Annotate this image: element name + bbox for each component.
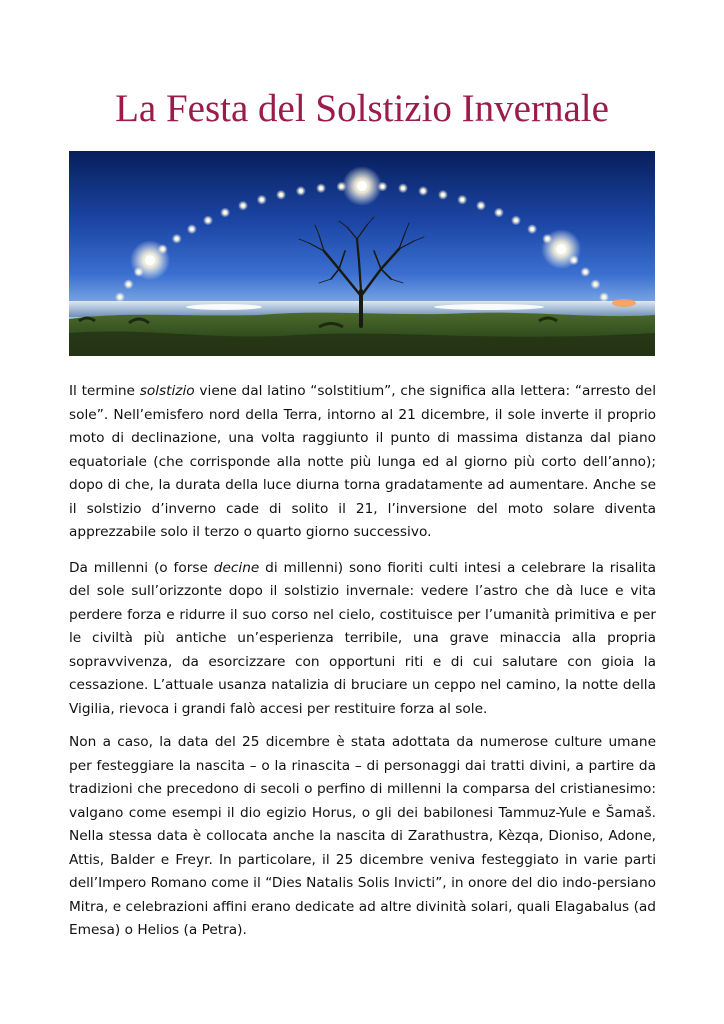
paragraph-text: di millenni) sono fioriti culti intesi a celebrare la risalita del sole sull’orizzonte dopo il solstizio invernale: vedere l’astro che dà luce e vita perdere forza e ridurre il suo corso nel cielo, costituisce per l’umanità primitiva e per le civiltà più antiche un’esperienza terribile, una grave minaccia alla propria sopravvivenza, da esorcizzare con opportuni riti e di cui salutare con gioia la cessazione. L’attuale usanza natalizia di bruciare un ceppo nel camino, la notte della Vigilia, rievoca i grandi falò accesi per restituire forza al sole. (69, 559, 657, 717)
sun-dot (584, 270, 588, 274)
solstice-photo-graphic (69, 151, 655, 356)
sun-icon (357, 181, 367, 191)
sun-dot (460, 198, 464, 202)
paragraph-text: Da millenni (o forse (69, 559, 214, 576)
paragraph-text: Non a caso, la data del 25 dicembre è stata adottata da numerose culture umane per festeggiare la nascita – o la rinascita – di personaggi dai tratti divini, a partire da tradizioni che precedono di secoli o perfino di millenni la comparsa del cristianesimo: valgano come esempi il dio egizio Horus, o gli dei babilonesi Tammuz-Yule e Šamaš. Nella stessa data è collocata anche la nascita di Zarathustra, Kèzqa, Dioniso, Adone, Attis, Balder e Freyr. In particolare, il 25 dicembre veniva festeggiato in varie parti dell’Impero Romano come il “Dies Natalis Solis Invicti”, in onore del dio indo-persiano Mitra, e celebrazioni affini erano dedicate ad altre divinità solari, quali Elagabalus (ad Emesa) o Helios (a Petra). (69, 734, 656, 938)
sun-dot (441, 193, 445, 197)
sun-dot (279, 193, 283, 197)
sun-dot (497, 211, 501, 215)
sun-icon (145, 255, 155, 265)
sun-dot (421, 189, 425, 193)
sun-dot (594, 282, 598, 286)
sea-reflection (186, 304, 262, 310)
sun-dot (299, 189, 303, 193)
sunset-glow (612, 299, 636, 307)
sun-dot (175, 237, 179, 241)
sea-reflection (434, 304, 544, 310)
page-title: La Festa del Solstizio Invernale (115, 87, 609, 130)
sun-dot (319, 186, 323, 190)
sun-dot (127, 282, 131, 286)
sun-dot (206, 219, 210, 223)
sun-dot (479, 204, 483, 208)
article-body (69, 380, 656, 953)
sun-dot (161, 247, 165, 251)
sun-dot (223, 211, 227, 215)
sun-path-dots (115, 166, 609, 302)
sun-dot (514, 219, 518, 223)
sun-icon (556, 244, 566, 254)
sun-dot (190, 227, 194, 231)
emphasis-text: solstizio (139, 383, 195, 399)
sun-dot (401, 186, 405, 190)
paragraph-3 (69, 731, 656, 943)
sun-dot (572, 258, 576, 262)
sun-dot (260, 198, 264, 202)
sun-dot (602, 295, 606, 299)
paragraph-1 (69, 380, 656, 545)
paragraph-text: viene dal latino “solstitium”, che significa alla lettera: “arresto del sole”. Nell’emisfero nord della Terra, intorno al 21 dicembre, il sole inverte il proprio moto di declinazione, una volta raggiunto il punto di massima distanza dal piano equatoriale (che corrisponde alla notte più lunga ed al giorno più corto dell’anno); dopo di che, la durata della luce diurna torna gradatamente ad aumentare. Anche se il solstizio d’inverno cade di solito il 21, l’inversione del moto solare diventa apprezzabile solo il terzo o quarto giorno successivo. (69, 383, 656, 540)
sun-dot (118, 295, 122, 299)
paragraph-text: Il termine (69, 383, 140, 399)
paragraph-2 (69, 557, 656, 722)
sun-dot (530, 227, 534, 231)
solstice-photo (69, 151, 655, 356)
sun-dot (241, 204, 245, 208)
emphasis-text: decine (213, 559, 260, 576)
sun-dot (381, 185, 385, 189)
